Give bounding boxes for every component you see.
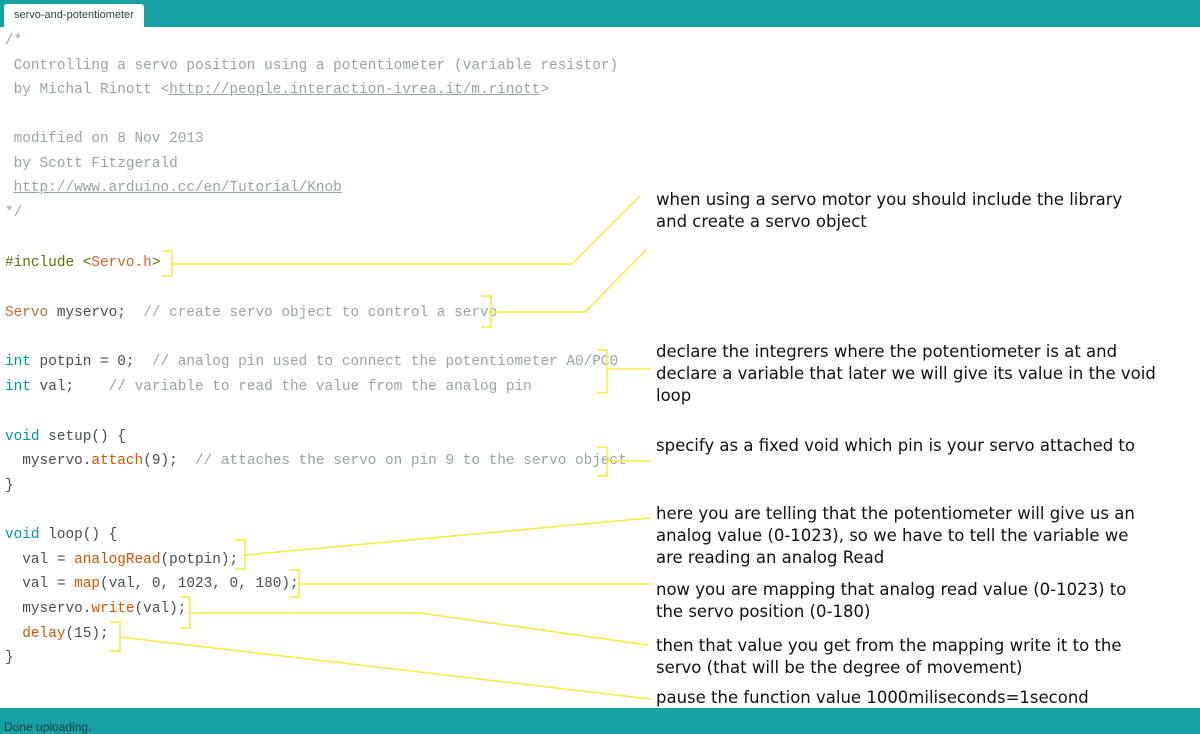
annotation-map: now you are mapping that analog read value (0-1023) to the servo position (0-180) (656, 580, 1127, 621)
indent (5, 626, 22, 642)
code-line: Controlling a servo position using a potentiometer (variable resistor) (5, 58, 619, 74)
comment-link[interactable]: http://people.interaction-ivrea.it/m.rinott (169, 82, 541, 98)
code-line: */ (5, 205, 23, 221)
arguments: (potpin); (160, 552, 239, 568)
assignment: val = (5, 552, 75, 568)
annotation-write: then that value you get from the mapping write it to the servo (that will be the degree of movement) (656, 636, 1122, 677)
comment-link[interactable]: http://www.arduino.cc/en/Tutorial/Knob (13, 180, 342, 196)
include-line (5, 254, 160, 272)
annotation-attach: specify as a fixed void which pin is your servo attached to (656, 436, 1135, 455)
inline-comment: // create servo object to control a servo (143, 305, 498, 321)
arguments: (9); (143, 453, 196, 469)
function-name: map (74, 576, 101, 592)
annotation-servo-library: when using a servo motor you should include the library and create a servo object (656, 190, 1123, 231)
function-name: attach (91, 453, 144, 469)
library-name: Servo.h (91, 255, 152, 271)
annotation-analog-read: here you are telling that the potentiometer will give us an analog value (0-1023), so we have to tell the variable we are reading an analog Read (656, 504, 1135, 567)
code-line: by Scott Fitzgerald (5, 156, 178, 172)
declaration: val; (30, 379, 109, 395)
editor-tab-bar (0, 0, 1200, 27)
declaration: myservo; (48, 305, 144, 321)
preprocessor-end: > (151, 255, 161, 271)
declaration: potpin = 0; (30, 354, 152, 370)
function-name: analogRead (74, 552, 161, 568)
void-keyword: void (5, 527, 40, 543)
assignment: val = (5, 576, 75, 592)
potpin-declaration-line (5, 353, 618, 371)
annotation-integers: declare the integrers where the potentiometer is at and declare a variable that later we will give its value in the void loop (656, 342, 1156, 405)
function-name: write (91, 601, 135, 617)
delay-line (5, 625, 109, 643)
analogread-line (5, 551, 238, 569)
loop-signature-line (5, 526, 117, 544)
tab-sketch[interactable]: servo-and-potentiometer (4, 4, 144, 27)
arguments: (val, 0, 1023, 0, 180); (100, 576, 299, 592)
type-keyword: Servo (5, 305, 49, 321)
servo-declaration-line (5, 304, 497, 322)
void-keyword: void (5, 429, 40, 445)
inline-comment: // variable to read the value from the analog pin (108, 379, 532, 395)
loop-close-line: } (5, 650, 14, 666)
preprocessor: #include < (5, 255, 92, 271)
comment-text: by Michal Rinott < (5, 82, 170, 98)
comment-text: > (540, 82, 550, 98)
attach-line (5, 452, 627, 470)
status-message: Done uploading. (4, 720, 92, 734)
setup-signature-line (5, 428, 126, 446)
code-line: modified on 8 Nov 2013 (5, 131, 204, 147)
code-line (5, 81, 549, 99)
signature: setup() { (39, 429, 126, 445)
setup-close-line: } (5, 478, 14, 494)
status-bar (0, 708, 1200, 734)
object: myservo. (5, 453, 92, 469)
map-line (5, 575, 299, 593)
type-keyword: int (5, 379, 31, 395)
inline-comment: // attaches the servo on pin 9 to the servo object (195, 453, 627, 469)
type-keyword: int (5, 354, 31, 370)
annotation-delay: pause the function value 1000miliseconds=1second (656, 688, 1089, 707)
val-declaration-line (5, 378, 532, 396)
object: myservo. (5, 601, 92, 617)
signature: loop() { (39, 527, 118, 543)
write-line (5, 600, 186, 618)
code-line (5, 179, 342, 197)
code-line: /* (5, 33, 23, 49)
arguments: (val); (134, 601, 187, 617)
inline-comment: // analog pin used to connect the potentiometer A0/PC0 (151, 354, 619, 370)
arguments: (15); (65, 626, 109, 642)
function-name: delay (22, 626, 66, 642)
